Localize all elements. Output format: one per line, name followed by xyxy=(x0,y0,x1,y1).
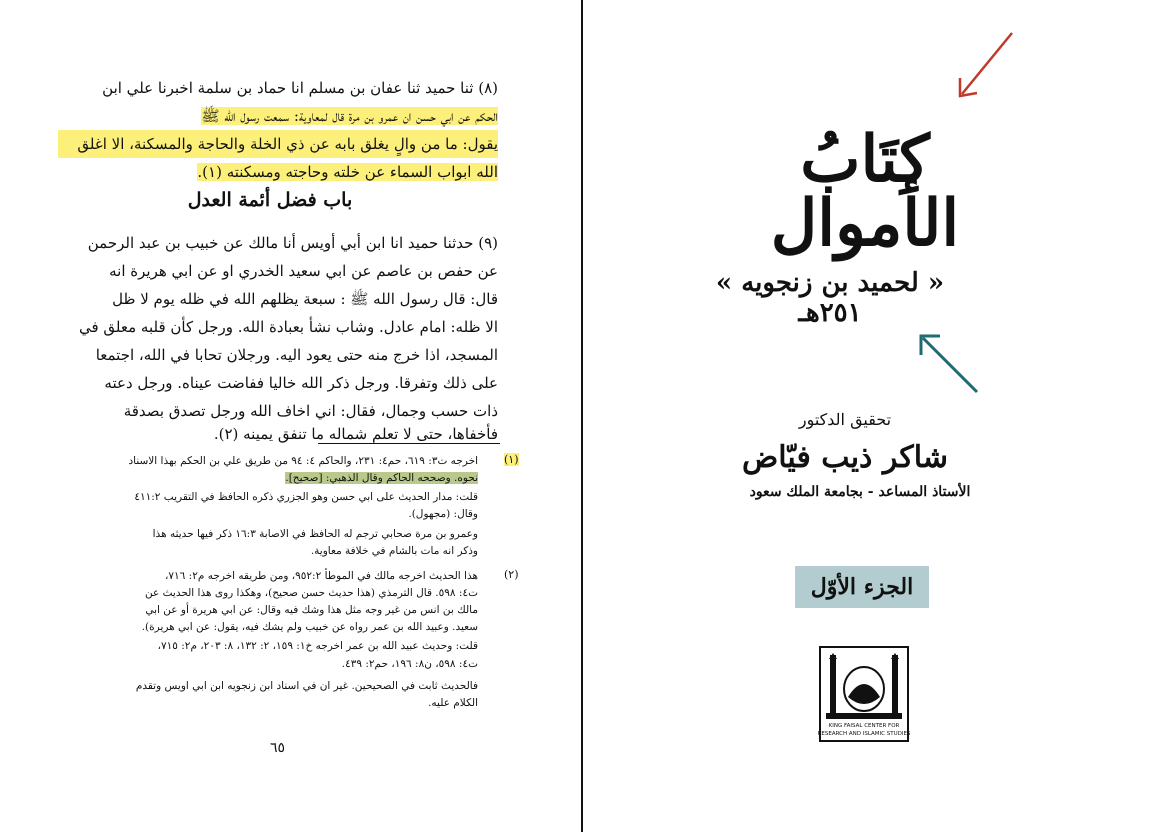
body-line: عن حفص بن عاصم عن ابي سعيد الخدري او عن ابي هريرة انه xyxy=(109,262,498,280)
footnote-line: ت٤: ٥٩٨، ن٨: ١٩٦، حم٢: ٤٣٩. xyxy=(341,658,478,670)
footnote-line: مالك بن انس من غير وجه مثل هذا وشك فيه وقال: عن ابي هريرة أو عن ابي xyxy=(145,604,478,616)
body-line: (٨) ثنا حميد ثنا عفان بن مسلم انا حماد بن سلمة اخبرنا علي ابن xyxy=(102,79,498,97)
footnote-line: سعيد. وعبيد الله بن عمر رواه عن خبيب ولم يشك فيه، يقول: عن ابي هريرة). xyxy=(141,621,478,633)
footnote-line: اخرجه ت٣: ٦١٩، حم٤: ٢٣١، والحاكم ٤: ٩٤ من طريق علي بن الحكم بهذا الاسناد xyxy=(128,455,478,467)
teal-arrow-icon xyxy=(915,330,985,400)
body-line-highlighted xyxy=(58,158,498,186)
footnote-marker: (٢) xyxy=(504,568,519,581)
highlighted-text: الله ابواب السماء عن خلته وحاجته ومسكنته (١). xyxy=(197,163,498,181)
footnote-line: الكلام عليه. xyxy=(428,697,478,709)
highlighted-text: الحكم عن ابي حسن ان عمرو بن مرة قال لمعاوية: سمعت رسول الله ﷺ xyxy=(201,107,498,125)
red-arrow-icon xyxy=(950,28,1020,103)
body-line-highlighted: يقول: ما من والٍ يغلق بابه عن ذي الخلة والحاجة والمسكنة، الا اغلق xyxy=(58,130,498,158)
body-line: الا ظله: امام عادل. وشاب نشأ بعبادة الله. ورجل كأن قلبه معلق في xyxy=(78,318,498,336)
chapter-heading: باب فضل أئمة العدل xyxy=(187,189,353,211)
body-line: المسجد، اذا خرج منه حتى يعود اليه. ورجلان تحابا في الله، اجتمعا xyxy=(95,346,498,364)
svg-text:RESEARCH AND ISLAMIC STUDIES: RESEARCH AND ISLAMIC STUDIES xyxy=(818,731,910,737)
footnote-line: وعمرو بن مرة صحابي ترجم له الحافظ في الاصابة ١٦:٣ ذكر فيها حديثه هذا xyxy=(152,528,478,540)
king-faisal-center-logo-icon xyxy=(818,645,910,743)
body-line: فأخفاها، حتى لا تعلم شماله ما تنفق يمينه (٢). xyxy=(213,425,498,443)
body-line: على ذلك وتفرقا. ورجل ذكر الله خاليا ففاضت عيناه. ورجل دعته xyxy=(104,374,498,392)
footnote-line: قلت: مدار الحديث على ابي حسن وهو الجزري ذكره الحافظ في التقريب ٤١١:٢ xyxy=(134,491,478,503)
body-line: قال: قال رسول الله ﷺ : سبعة يظلهم الله في ظله يوم لا ظل xyxy=(112,290,498,308)
footnote-line xyxy=(58,470,478,487)
footnote-divider xyxy=(318,443,500,444)
footnote-line: فالحديث ثابت في الصحيحين. غير ان في اسناد ابن زنجويه ابن ابي اويس وتقدم xyxy=(135,680,478,692)
volume-label: الجزء الأوّل xyxy=(795,566,929,608)
highlighted-footnote-text: نحوه. وصححه الحاكم وقال الذهبي: [صحيح]. xyxy=(285,472,478,484)
editor-name: شاكر ذيب فيّاض xyxy=(742,440,948,475)
footnote-line: ت٤: ٥٩٨. قال الترمذي (هذا حديث حسن صحيح)، وهكذا روى هذا الحديث عن xyxy=(144,587,478,599)
left-page xyxy=(0,0,583,832)
footnote-marker: (١) xyxy=(504,453,519,466)
editor-affiliation: الأستاذ المساعد - بجامعة الملك سعود xyxy=(749,484,971,500)
editor-intro: تحقيق الدكتور xyxy=(798,410,892,429)
body-line-highlighted xyxy=(58,102,498,130)
body-line: (٩) حدثنا حميد انا ابن أبي أويس أنا مالك عن خبيب بن عبد الرحمن xyxy=(87,234,498,252)
book-title: كِتَابُ الأموال xyxy=(770,122,960,261)
footnote-line: هذا الحديث اخرجه مالك في الموطأ ٩٥٢:٢، ومن طريقه اخرجه م٢: ٧١٦، xyxy=(165,570,478,582)
footnote-line: قلت: وحديث عبيد الله بن عمر اخرجه خ١: ١٥٩، ٢: ١٣٢، ٨: ٢٠٣، م٢: ٧١٥، xyxy=(157,640,478,652)
footnote-line: وذكر انه مات بالشام في خلافة معاوية. xyxy=(310,545,478,557)
page-number: ٦٥ xyxy=(270,740,286,756)
svg-text:KING FAISAL CENTER FOR: KING FAISAL CENTER FOR xyxy=(828,723,900,729)
footnote-line: وقال: (مجهول). xyxy=(408,508,478,520)
body-line: ذات حسب وجمال، فقال: اني اخاف الله ورجل تصدق بصدقة xyxy=(123,402,498,420)
book-author: « لحميد بن زنجويه » ٢٥١هـ xyxy=(715,268,945,328)
